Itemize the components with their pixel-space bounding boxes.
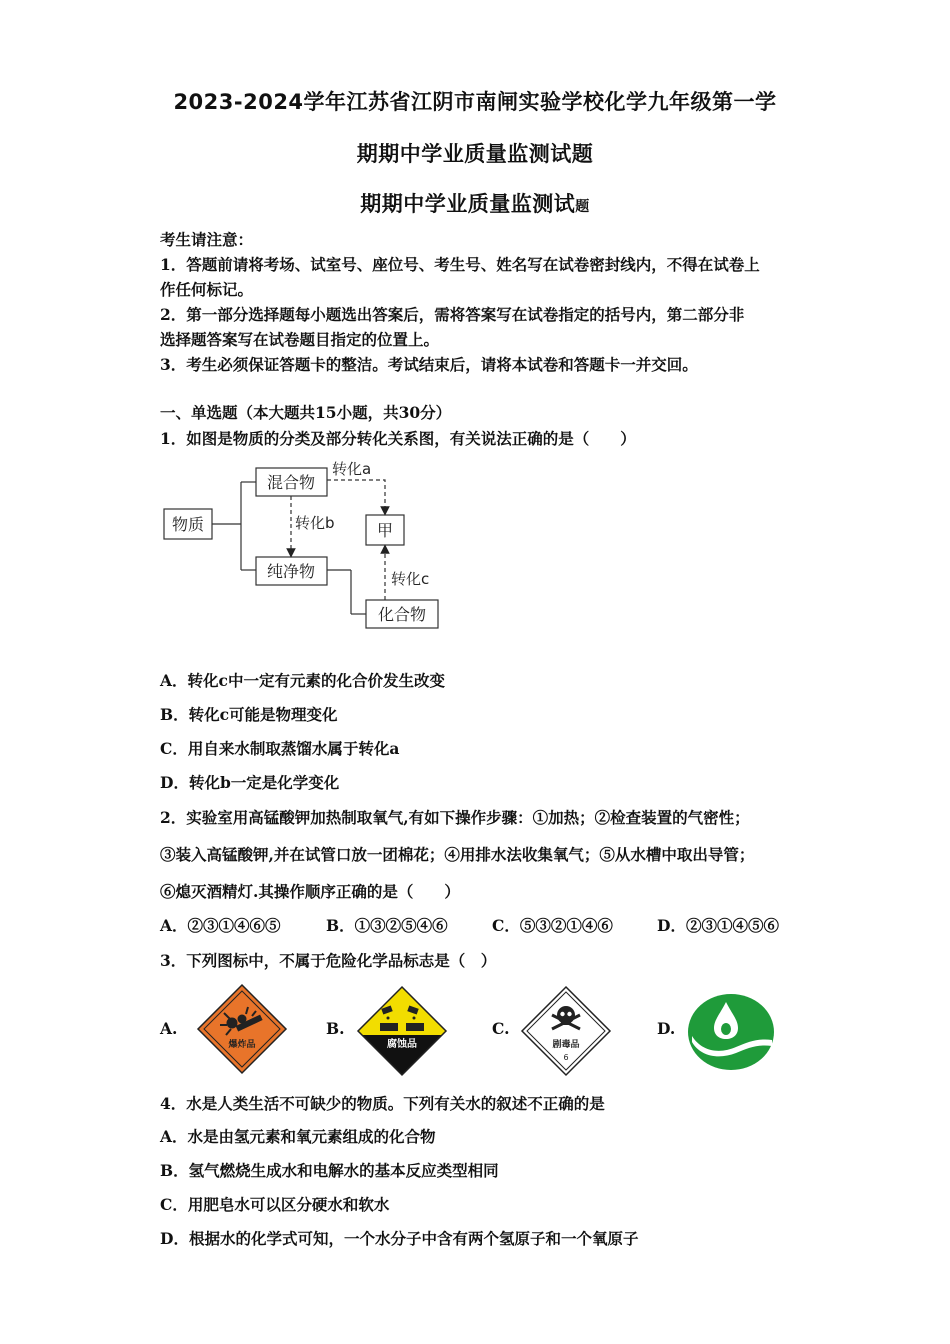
q2-stem-c: ⑥熄灭酒精灯.其操作顺序正确的是（ ） (160, 882, 460, 901)
q1-option-c: C．用自来水制取蒸馏水属于转化a (160, 739, 400, 758)
notice-item2-b: 选择题答案写在试卷题目指定的位置上。 (160, 330, 440, 349)
toxic-class-number: 6 (563, 1053, 569, 1062)
q3-letter-b: B. (326, 1019, 345, 1038)
explosive-sign (196, 983, 288, 1075)
label-substance: 物质 (171, 515, 205, 534)
label-mixture: 混合物 (266, 473, 316, 492)
water-saving-logo (686, 992, 776, 1072)
notice-heading: 考生请注意： (160, 230, 254, 249)
q2-option-c: C．⑤③②①④⑥ (492, 916, 613, 935)
q3-letter-d: D. (657, 1019, 676, 1038)
arrow-conv-a (327, 480, 385, 511)
notice-item1-b: 作任何标记。 (160, 280, 254, 299)
q1-option-d: D．转化b一定是化学变化 (160, 773, 340, 792)
label-conv-b: 转化b (295, 514, 335, 532)
q2-option-b: B．①③②⑤④⑥ (326, 916, 448, 935)
q1-stem: 1．如图是物质的分类及部分转化关系图，有关说法正确的是（ ） (160, 429, 636, 448)
toxic-sign (520, 985, 612, 1077)
q1-option-b: B．转化c可能是物理变化 (160, 705, 338, 724)
notice-item2-a: 2．第一部分选择题每小题选出答案后，需将答案写在试卷指定的括号内，第二部分非 (160, 305, 745, 324)
label-conv-a: 转化a (332, 460, 372, 478)
q2-option-d: D．②③①④⑤⑥ (657, 916, 779, 935)
q2-stem-b: ③装入高锰酸钾,并在试管口放一团棉花；④用排水法收集氧气；⑤从水槽中取出导管； (160, 845, 755, 864)
notice-item3: 3．考生必须保证答题卡的整洁。考试结束后，请将本试卷和答题卡一并交回。 (160, 355, 698, 374)
label-jia: 甲 (376, 521, 394, 540)
q1-option-a: A．转化c中一定有元素的化合价发生改变 (160, 671, 445, 690)
q4-option-d: D．根据水的化学式可知，一个水分子中含有两个氢原子和一个氧原子 (160, 1229, 639, 1248)
doc-title-line1: 2023-2024学年江苏省江阴市南闸实验学校化学九年级第一学 (173, 90, 777, 114)
q4-option-b: B．氢气燃烧生成水和电解水的基本反应类型相同 (160, 1161, 499, 1180)
label-conv-c: 转化c (391, 570, 430, 588)
q2-option-a: A．②③①④⑥⑤ (160, 916, 281, 935)
corrosive-label: 腐蚀品 (387, 1039, 417, 1050)
section-heading: 一、单选题（本大题共15小题，共30分） (160, 403, 452, 422)
doc-title-line3-main: 期期中学业质量监测试 (360, 192, 576, 216)
explosive-label: 爆炸品 (228, 1040, 256, 1050)
corrosive-sign (356, 985, 448, 1077)
doc-title-line3 (0, 188, 950, 218)
q4-stem: 4．水是人类生活不可缺少的物质。下列有关水的叙述不正确的是 (160, 1094, 605, 1113)
doc-title-line2: 期期中学业质量监测试题 (356, 142, 594, 166)
toxic-label: 剧毒品 (552, 1040, 580, 1050)
notice-item1-a: 1．答题前请将考场、试室号、座位号、考生号、姓名写在试卷密封线内，不得在试卷上 (160, 255, 760, 274)
q3-stem: 3．下列图标中，不属于危险化学品标志是（ ） (160, 951, 497, 970)
label-pure: 纯净物 (266, 562, 316, 581)
label-compound: 化合物 (377, 605, 427, 624)
q3-letter-a: A. (160, 1019, 178, 1038)
doc-title-line3-small: 题 (575, 199, 590, 215)
q4-option-a: A．水是由氢元素和氧元素组成的化合物 (160, 1127, 436, 1146)
q3-letter-c: C. (492, 1019, 510, 1038)
q2-stem-a: 2．实验室用高锰酸钾加热制取氧气,有如下操作步骤：①加热；②检查装置的气密性； (160, 808, 750, 827)
q1-classification-diagram (160, 456, 450, 636)
q4-option-c: C．用肥皂水可以区分硬水和软水 (160, 1195, 390, 1214)
